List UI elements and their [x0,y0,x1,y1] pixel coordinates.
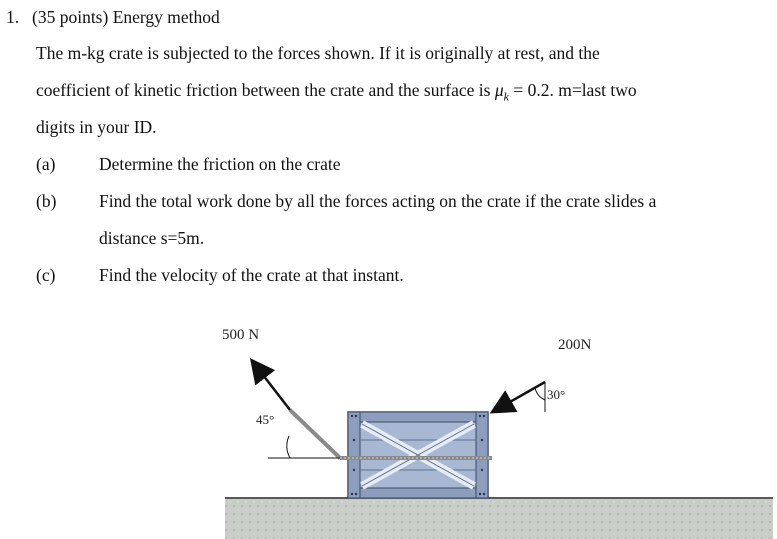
problem-line-3: digits in your ID. [36,117,157,137]
part-a-label: (a) [36,154,56,174]
part-b-continuation: distance s=5m. [99,228,205,248]
part-b-text: Find the total work done by all the forces acting on the crate if the crate slides a [99,191,657,211]
problem-heading: (35 points) Energy method [32,7,220,27]
force-500n-label: 500 N [222,327,260,343]
force-200n-label: 200N [558,337,592,353]
ground-surface [225,499,773,539]
part-b-label: (b) [36,191,57,211]
problem-line-2-pre: coefficient of kinetic friction between the crate and the surface is [36,80,495,100]
part-a-text: Determine the friction on the crate [99,154,341,174]
crate-left-plank [348,412,360,498]
angle-30-arc [535,388,545,400]
force-500n-arrow [253,362,290,410]
problem-line-1: The m-kg crate is subjected to the forces shown. If it is originally at rest, and the [36,43,600,63]
part-c-text: Find the velocity of the crate at that instant. [99,265,404,285]
problem-number: 1. [6,7,20,27]
angle-30-label: 30° [547,387,566,402]
crate-top-plank [348,412,488,422]
mu-symbol: μ [494,80,504,100]
crate-bottom-plank [348,488,488,498]
force-200n-arrow [494,382,545,411]
part-c-label: (c) [36,265,56,285]
angle-45-arc [287,436,290,458]
angle-45-label: 45° [256,412,275,427]
crate-right-plank [476,412,488,498]
mu-subscript: k [503,89,509,104]
problem-line-2-post: = 0.2. m=last two [508,80,637,100]
rope-diagonal [290,410,340,458]
crate [348,412,488,498]
